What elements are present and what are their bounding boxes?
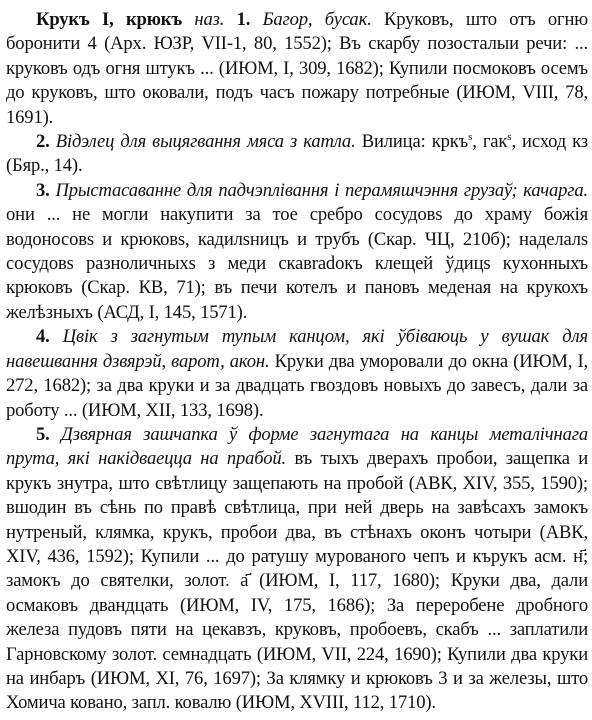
sense-number: 5. [36, 423, 50, 445]
sense-definition: Цвік з загнутым тупым канцом, які ўбіваюць у вушак для навешвання дзвярэй, варот, акон. [6, 326, 589, 372]
sense-number: 1. [236, 9, 251, 30]
sense-number: 4. [36, 326, 50, 348]
headword-variant: крюкъ [125, 9, 183, 30]
grammar-label: наз. [194, 9, 225, 30]
headword: Крукъ [36, 9, 90, 30]
sense-definition: Дзвярная зашчапка ў форме загнутага на канцы металічнага прута, які накідваецца на прабой. [6, 423, 588, 470]
sense-number: 2. [36, 131, 50, 153]
sense-1 [6, 8, 588, 130]
sense-5 [6, 423, 588, 716]
sense-examples: въ тыхъ дверахъ пробои, защепка и крукъ знутра, што свѣтлицу защепають на пробой (АВК, XIV, 355, 1590); вшодин въ сѣнь по правѣ свѣтлица, при ней дверь на завѣсахъ замокъ нутреный, клямка, крукъ, пробои два, въ стѣнахъ оконъ чотыри (АВК, XIV, 436, 1592); Купили ... до ратушу мурованого чепъ и кърукъ асм. н҃; замокъ до святелки, золот. а҃ (ИЮМ, I, 117, 1680); Круки два, дали осмаковъ двандцать (ИЮМ, IV, 175, 1686); За переробене дробного железа пудовъ пяти на цекавзъ, круковъ, пробоевъ, скабъ ... заплатили Гарновскому золот. семнадцать (ИЮМ, VII, 224, 1690); Купили два круки на инбаръ (ИЮМ, XI, 76, 1697); За клямку и крюковъ 3 и за железы, што Хомича ковано, запл. ковалю (ИЮМ, XVIII, 112, 1710). [6, 448, 589, 714]
sense-definition: Багор, бусак. [262, 9, 372, 30]
sense-3 [6, 179, 588, 325]
homonym-number: I, [102, 9, 114, 30]
sense-definition: Відэлец для выцягвання мяса з катла. [55, 131, 356, 153]
sense-4 [6, 325, 588, 423]
sense-examples: Вилица: кркъ$^s$, гак$^s$, исход кз (Бяр., 14). [6, 130, 588, 177]
sense-examples: Круковъ, што отъ огню боронити 4 (Арх. ЮЗР, VII-1, 80, 1552); Въ скарбу позосталыи речи: ... круковъ одъ огня штукъ ... (ИЮМ, I, 309, 1682); Купили посмоковъ осемъ до круковъ, што оковали, подъ часъ пожару потребные (ИЮМ, VIII, 78, 1691). [6, 9, 589, 128]
sense-2 [6, 130, 588, 179]
sense-definition: Прыстасаванне для падчэплівання і перамяшчэння грузаў; качарга. [55, 179, 588, 201]
sense-number: 3. [36, 179, 50, 201]
sense-examples: они ... не могли накупити за тое сребро сосудовs до храму божiя водоносовs и крюковs, кадилsницъ и трубъ (Скар. ЧЦ, 210б); наделалs сосудовs разноличныхs з меди скавradокъ клещей ўдицs кухонныхъ крюковъ (Скар. КВ, 71); въ печи котелъ и пановъ меденая на крукохъ желѣзныхъ (АСД, I, 145, 1571). [6, 204, 588, 323]
sense-examples: Круки два уморовали до окна (ИЮМ, I, 272, 1682); за два круки и за двадцать гвоздовъ новыхъ до завесъ, дали за роботу ... (ИЮМ, XII, 133, 1698). [6, 350, 589, 421]
